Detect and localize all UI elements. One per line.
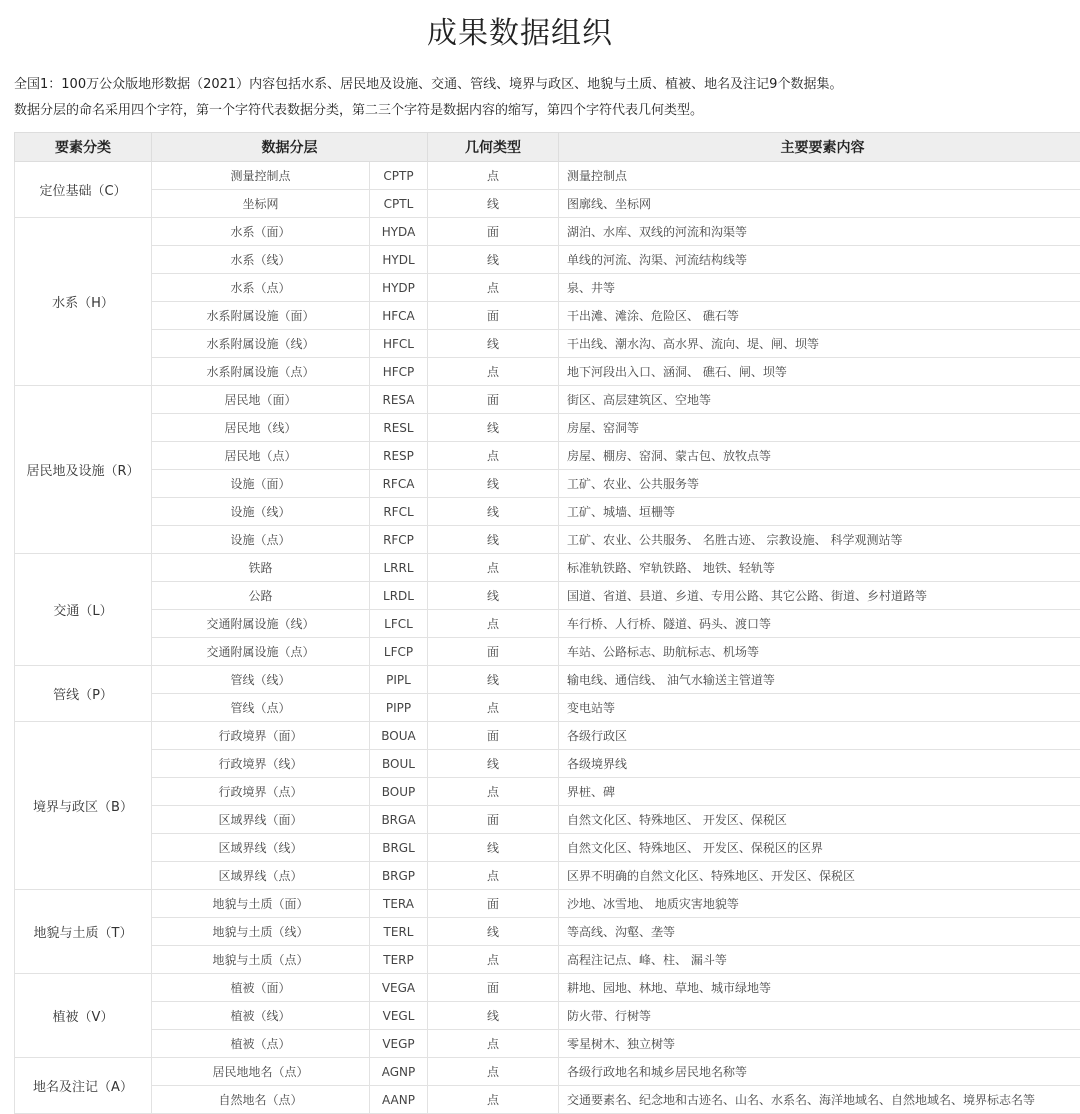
- layer-code-cell: HYDP: [370, 274, 428, 302]
- geometry-type-cell: 点: [428, 274, 559, 302]
- data-table: [14, 132, 1080, 1114]
- layer-code-cell: RFCA: [370, 470, 428, 498]
- main-content-cell: 车站、公路标志、助航标志、机场等: [559, 638, 1080, 666]
- layer-code-cell: RFCP: [370, 526, 428, 554]
- layer-code-cell: HFCL: [370, 330, 428, 358]
- geometry-type-cell: 点: [428, 1030, 559, 1058]
- table-row: [15, 918, 1080, 946]
- layer-code-cell: HFCA: [370, 302, 428, 330]
- table-row: [15, 442, 1080, 470]
- main-content-cell: 标准轨铁路、窄轨铁路、 地铁、轻轨等: [559, 554, 1080, 582]
- layer-name-cell: 行政境界（点）: [152, 778, 370, 806]
- geometry-type-cell: 线: [428, 666, 559, 694]
- table-row: [15, 1002, 1080, 1030]
- layer-name-cell: 铁路: [152, 554, 370, 582]
- main-content-cell: 高程注记点、峰、柱、 漏斗等: [559, 946, 1080, 974]
- table-row: [15, 1086, 1080, 1114]
- layer-name-cell: 居民地（点）: [152, 442, 370, 470]
- layer-name-cell: 水系附属设施（点）: [152, 358, 370, 386]
- table-row: [15, 806, 1080, 834]
- main-content-cell: 交通要素名、纪念地和古迹名、山名、水系名、海洋地域名、自然地域名、境界标志名等: [559, 1086, 1080, 1114]
- main-content-cell: 变电站等: [559, 694, 1080, 722]
- table-body: [15, 162, 1080, 1114]
- layer-name-cell: 居民地（线）: [152, 414, 370, 442]
- main-content-cell: 干出滩、滩涂、危险区、 礁石等: [559, 302, 1080, 330]
- geometry-type-cell: 点: [428, 1086, 559, 1114]
- header-content: 主要要素内容: [559, 133, 1080, 162]
- category-cell: 居民地及设施（R）: [15, 386, 152, 554]
- main-content-cell: 自然文化区、特殊地区、 开发区、保税区: [559, 806, 1080, 834]
- geometry-type-cell: 点: [428, 358, 559, 386]
- layer-code-cell: RESL: [370, 414, 428, 442]
- layer-name-cell: 植被（线）: [152, 1002, 370, 1030]
- layer-code-cell: CPTL: [370, 190, 428, 218]
- main-content-cell: 各级行政地名和城乡居民地名称等: [559, 1058, 1080, 1086]
- layer-name-cell: 区域界线（点）: [152, 862, 370, 890]
- main-content-cell: 等高线、沟壑、垄等: [559, 918, 1080, 946]
- geometry-type-cell: 点: [428, 162, 559, 190]
- geometry-type-cell: 线: [428, 190, 559, 218]
- table-row: [15, 358, 1080, 386]
- layer-name-cell: 区域界线（线）: [152, 834, 370, 862]
- table-row: [15, 862, 1080, 890]
- layer-name-cell: 地貌与土质（面）: [152, 890, 370, 918]
- layer-name-cell: 水系（面）: [152, 218, 370, 246]
- layer-code-cell: BOUL: [370, 750, 428, 778]
- category-cell: 地名及注记（A）: [15, 1058, 152, 1114]
- table-row: [15, 834, 1080, 862]
- table-row: [15, 302, 1080, 330]
- table-row: [15, 610, 1080, 638]
- table-row: [15, 778, 1080, 806]
- main-content-cell: 沙地、冰雪地、 地质灾害地貌等: [559, 890, 1080, 918]
- geometry-type-cell: 点: [428, 778, 559, 806]
- table-row: [15, 386, 1080, 414]
- geometry-type-cell: 点: [428, 694, 559, 722]
- main-content-cell: 零星树木、独立树等: [559, 1030, 1080, 1058]
- layer-name-cell: 设施（面）: [152, 470, 370, 498]
- table-row: [15, 246, 1080, 274]
- category-cell: 管线（P）: [15, 666, 152, 722]
- table-row: [15, 946, 1080, 974]
- table-row: [15, 218, 1080, 246]
- layer-code-cell: PIPL: [370, 666, 428, 694]
- header-layer: 数据分层: [152, 133, 428, 162]
- table-row: [15, 470, 1080, 498]
- geometry-type-cell: 点: [428, 946, 559, 974]
- layer-code-cell: LRDL: [370, 582, 428, 610]
- geometry-type-cell: 面: [428, 386, 559, 414]
- layer-code-cell: BRGA: [370, 806, 428, 834]
- main-content-cell: 各级行政区: [559, 722, 1080, 750]
- layer-code-cell: AANP: [370, 1086, 428, 1114]
- main-content-cell: 界桩、碑: [559, 778, 1080, 806]
- layer-name-cell: 居民地（面）: [152, 386, 370, 414]
- table-row: [15, 414, 1080, 442]
- layer-name-cell: 管线（点）: [152, 694, 370, 722]
- geometry-type-cell: 线: [428, 918, 559, 946]
- layer-code-cell: BRGP: [370, 862, 428, 890]
- main-content-cell: 国道、省道、县道、乡道、专用公路、其它公路、街道、乡村道路等: [559, 582, 1080, 610]
- header-category: 要素分类: [15, 133, 152, 162]
- layer-name-cell: 地貌与土质（线）: [152, 918, 370, 946]
- table-row: [15, 666, 1080, 694]
- layer-name-cell: 植被（面）: [152, 974, 370, 1002]
- geometry-type-cell: 面: [428, 890, 559, 918]
- main-content-cell: 输电线、通信线、 油气水输送主管道等: [559, 666, 1080, 694]
- category-cell: 地貌与土质（T）: [15, 890, 152, 974]
- table-row: [15, 750, 1080, 778]
- layer-name-cell: 水系（点）: [152, 274, 370, 302]
- geometry-type-cell: 面: [428, 638, 559, 666]
- main-content-cell: 区界不明确的自然文化区、特殊地区、开发区、保税区: [559, 862, 1080, 890]
- layer-name-cell: 测量控制点: [152, 162, 370, 190]
- layer-code-cell: AGNP: [370, 1058, 428, 1086]
- layer-code-cell: VEGP: [370, 1030, 428, 1058]
- intro-line-2: 数据分层的命名采用四个字符，第一个字符代表数据分类，第二三个字符是数据内容的缩写，第四个字符代表几何类型。: [14, 103, 704, 118]
- layer-code-cell: LFCL: [370, 610, 428, 638]
- layer-code-cell: RESA: [370, 386, 428, 414]
- geometry-type-cell: 点: [428, 554, 559, 582]
- main-content-cell: 图廓线、坐标网: [559, 190, 1080, 218]
- layer-code-cell: TERA: [370, 890, 428, 918]
- geometry-type-cell: 面: [428, 722, 559, 750]
- table-row: [15, 582, 1080, 610]
- layer-name-cell: 地貌与土质（点）: [152, 946, 370, 974]
- layer-name-cell: 公路: [152, 582, 370, 610]
- geometry-type-cell: 点: [428, 442, 559, 470]
- layer-code-cell: HFCP: [370, 358, 428, 386]
- main-content-cell: 工矿、农业、公共服务等: [559, 470, 1080, 498]
- main-content-cell: 测量控制点: [559, 162, 1080, 190]
- table-row: [15, 526, 1080, 554]
- layer-name-cell: 设施（线）: [152, 498, 370, 526]
- layer-code-cell: LFCP: [370, 638, 428, 666]
- table-row: [15, 274, 1080, 302]
- main-content-cell: 房屋、棚房、窑洞、蒙古包、放牧点等: [559, 442, 1080, 470]
- table-row: [15, 722, 1080, 750]
- main-content-cell: 地下河段出入口、涵洞、 礁石、闸、坝等: [559, 358, 1080, 386]
- layer-code-cell: HYDL: [370, 246, 428, 274]
- layer-name-cell: 行政境界（线）: [152, 750, 370, 778]
- layer-code-cell: TERP: [370, 946, 428, 974]
- table-row: [15, 190, 1080, 218]
- main-content-cell: 湖泊、水库、双线的河流和沟渠等: [559, 218, 1080, 246]
- table-row: [15, 162, 1080, 190]
- geometry-type-cell: 面: [428, 218, 559, 246]
- geometry-type-cell: 线: [428, 498, 559, 526]
- layer-name-cell: 交通附属设施（线）: [152, 610, 370, 638]
- layer-name-cell: 水系（线）: [152, 246, 370, 274]
- layer-name-cell: 水系附属设施（面）: [152, 302, 370, 330]
- geometry-type-cell: 线: [428, 414, 559, 442]
- main-content-cell: 单线的河流、沟渠、河流结构线等: [559, 246, 1080, 274]
- category-cell: 定位基础（C）: [15, 162, 152, 218]
- geometry-type-cell: 线: [428, 470, 559, 498]
- layer-name-cell: 区域界线（面）: [152, 806, 370, 834]
- layer-name-cell: 管线（线）: [152, 666, 370, 694]
- layer-name-cell: 水系附属设施（线）: [152, 330, 370, 358]
- layer-code-cell: VEGA: [370, 974, 428, 1002]
- header-geometry: 几何类型: [428, 133, 559, 162]
- geometry-type-cell: 线: [428, 1002, 559, 1030]
- geometry-type-cell: 线: [428, 330, 559, 358]
- main-content-cell: 防火带、行树等: [559, 1002, 1080, 1030]
- geometry-type-cell: 线: [428, 582, 559, 610]
- table-row: [15, 498, 1080, 526]
- geometry-type-cell: 点: [428, 610, 559, 638]
- layer-code-cell: VEGL: [370, 1002, 428, 1030]
- layer-name-cell: 坐标网: [152, 190, 370, 218]
- main-content-cell: 各级境界线: [559, 750, 1080, 778]
- table-row: [15, 974, 1080, 1002]
- main-content-cell: 车行桥、人行桥、隧道、码头、渡口等: [559, 610, 1080, 638]
- table-header-row: [15, 133, 1080, 162]
- geometry-type-cell: 线: [428, 526, 559, 554]
- layer-name-cell: 植被（点）: [152, 1030, 370, 1058]
- geometry-type-cell: 点: [428, 1058, 559, 1086]
- main-content-cell: 房屋、窑洞等: [559, 414, 1080, 442]
- table-row: [15, 554, 1080, 582]
- layer-name-cell: 自然地名（点）: [152, 1086, 370, 1114]
- layer-name-cell: 居民地地名（点）: [152, 1058, 370, 1086]
- layer-name-cell: 设施（点）: [152, 526, 370, 554]
- category-cell: 水系（H）: [15, 218, 152, 386]
- category-cell: 植被（V）: [15, 974, 152, 1058]
- geometry-type-cell: 面: [428, 974, 559, 1002]
- main-content-cell: 自然文化区、特殊地区、 开发区、保税区的区界: [559, 834, 1080, 862]
- geometry-type-cell: 面: [428, 302, 559, 330]
- page-title: 成果数据组织: [427, 16, 613, 51]
- main-content-cell: 耕地、园地、林地、草地、城市绿地等: [559, 974, 1080, 1002]
- main-content-cell: 工矿、农业、公共服务、 名胜古迹、 宗教设施、 科学观测站等: [559, 526, 1080, 554]
- layer-code-cell: PIPP: [370, 694, 428, 722]
- table-row: [15, 1030, 1080, 1058]
- table-row: [15, 890, 1080, 918]
- intro-text: [14, 72, 1074, 124]
- main-content-cell: 工矿、城墙、垣栅等: [559, 498, 1080, 526]
- layer-code-cell: BOUA: [370, 722, 428, 750]
- layer-code-cell: HYDA: [370, 218, 428, 246]
- category-cell: 境界与政区（B）: [15, 722, 152, 890]
- layer-name-cell: 行政境界（面）: [152, 722, 370, 750]
- table-row: [15, 1058, 1080, 1086]
- main-content-cell: 干出线、潮水沟、高水界、流向、堤、闸、坝等: [559, 330, 1080, 358]
- table-row: [15, 694, 1080, 722]
- main-content-cell: 街区、高层建筑区、空地等: [559, 386, 1080, 414]
- geometry-type-cell: 点: [428, 862, 559, 890]
- main-content-cell: 泉、井等: [559, 274, 1080, 302]
- layer-code-cell: RFCL: [370, 498, 428, 526]
- geometry-type-cell: 线: [428, 750, 559, 778]
- layer-code-cell: BRGL: [370, 834, 428, 862]
- geometry-type-cell: 线: [428, 246, 559, 274]
- layer-code-cell: RESP: [370, 442, 428, 470]
- layer-code-cell: TERL: [370, 918, 428, 946]
- table-row: [15, 638, 1080, 666]
- layer-code-cell: CPTP: [370, 162, 428, 190]
- layer-code-cell: LRRL: [370, 554, 428, 582]
- intro-line-1: 全国1：100万公众版地形数据（2021）内容包括水系、居民地及设施、交通、管线、境界与政区、地貌与土质、植被、地名及注记9个数据集。: [14, 77, 843, 92]
- geometry-type-cell: 面: [428, 806, 559, 834]
- geometry-type-cell: 线: [428, 834, 559, 862]
- table-row: [15, 330, 1080, 358]
- layer-code-cell: BOUP: [370, 778, 428, 806]
- layer-name-cell: 交通附属设施（点）: [152, 638, 370, 666]
- category-cell: 交通（L）: [15, 554, 152, 666]
